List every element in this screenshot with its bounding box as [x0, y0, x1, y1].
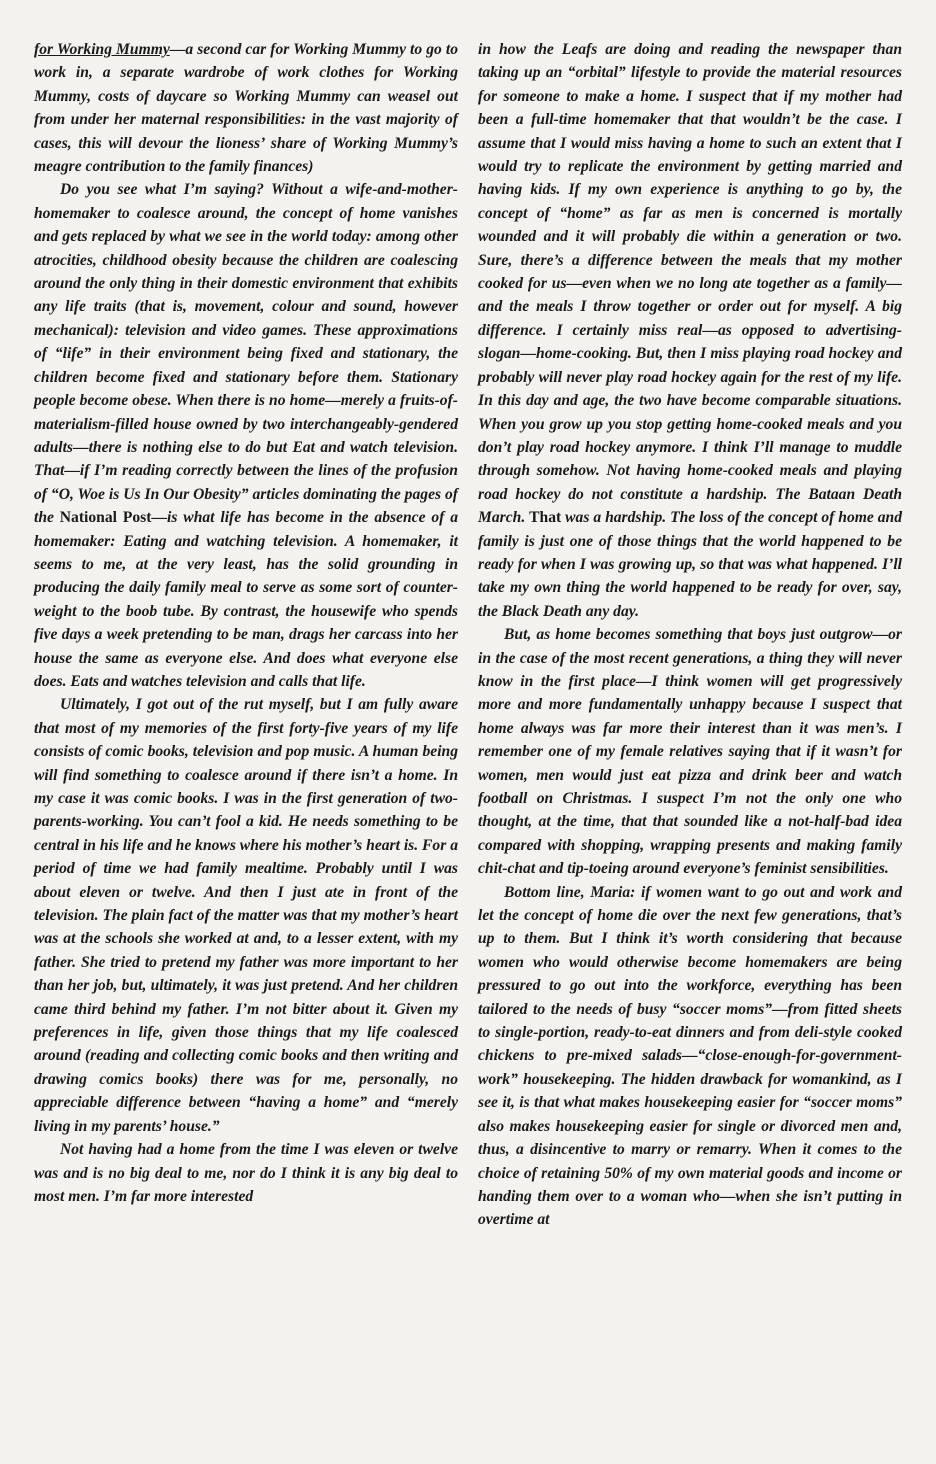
- paragraph: Bottom line, Maria: if women want to go out and work and let the concept of home die over the next few generations, that’s up to them. But I think it’s worth considering that because women who would otherwise become homemakers are being pressured to go out into the workforce, everything has been tailored to the needs of busy “soccer moms”—from fitted sheets to single-portion, ready-to-eat dinners and from deli-style cooked chickens to pre-mixed salads—“close-enough-for-government-work” housekeeping. The hidden drawback for womankind, as I see it, is that what makes housekeeping easier for “soccer moms” also makes housekeeping easier for single or divorced men and, thus, a disincentive to marry or remarry. When it comes to the choice of retaining 50% of my own material goods and income or handing them over to a woman who—when she isn’t putting in overtime at: [478, 883, 902, 1229]
- publication-name: National Post: [59, 509, 152, 527]
- paragraph: Do you see what I’m saying? Without a wife-and-mother-homemaker to coalesce around, the concept of home vanishes and gets replaced by what we see in the world today: among other atrocities, childhood obesity because the children are coalescing around the only thing in their domestic environment that exhibits any life traits (that is, movement, colour and sound, however mechanical): television and video games. These approximations of “life” in their environment being fixed and stationary, the children become fixed and stationary before them. Stationary people become obese. When there is no home—merely a fruits-of-materialism-filled house owned by two interchangeably-gendered adults—there is nothing else to do but Eat and watch television. That—if I’m reading correctly between the lines of the profusion of “O, Woe is Us In Our Obesity” articles dominating the pages of the National Post—is what life has become in the absence of a homemaker: Eating and watching television. A homemaker, it seems to me, at the very least, has the solid grounding in producing the daily family meal to serve as some sort of counter-weight to the boob tube. By contrast, the housewife who spends five days a week pretending to be man, drags her carcass into her house the same as everyone else. And does what everyone else does. Eats and watches television and calls that life.: [34, 181, 459, 690]
- emphasis-word: That: [529, 509, 562, 527]
- paragraph: Ultimately, I got out of the rut myself, but I am fully aware that most of my memories of the first forty-five years of my life consists of comic books, television and pop music. A human being will find something to coalesce around if there isn’t a home. In my case it was comic books. I was in the first generation of two-parents-working. You can’t fool a kid. He needs something to be central in his life and he knows where his mother’s heart is. For a period of time we had family mealtime. Probably until I was about eleven or twelve. And then I just ate in front of the television. The plain fact of the matter was that my mother’s heart was at the schools she worked at and, to a lesser extent, with my father. She tried to pretend my father was more important to her than her job, but, ultimately, it was just pretend. And her children came third behind my father. I’m not bitter about it. Given my preferences in life, given those things that my life coalesced around (reading and collecting comic books and then writing and drawing comics books) there was for me, personally, no appreciable difference between “having a home” and “merely living in my parents’ house.”: [34, 696, 458, 1135]
- underlined-text: for Working Mummy: [34, 41, 170, 58]
- paragraph: But, as home becomes something that boys just outgrow—or in the case of the most recent generations, a thing they will never know in the first place—I think women will get progressively more and more fundamentally unhappy because I suspect that home always was far more their interest than it was men’s. I remember one of my female relatives saying that if it wasn’t for women, men would just eat pizza and drink beer and watch football on Christmas. I suspect I’m not the only one who thought, at the time, that that sounded like a not-half-bad idea compared with shopping, wrapping presents and making family chit-chat and tip-toeing around everyone’s feminist sensibilities.: [478, 626, 902, 878]
- left-column: [34, 38, 458, 1464]
- paragraph: Not having had a home from the time I was eleven or twelve was and is no big deal to me, nor do I think it is any big deal to most men. I’m far more interested: [34, 1141, 458, 1205]
- paragraph: in how the Leafs are doing and reading the newspaper than taking up an “orbital” lifestyle to provide the material resources for someone to make a home. I suspect that if my mother had been a full-time homemaker that that wouldn’t be the case. I assume that I would miss having a home to such an extent that I would try to replicate the environment by getting married and having kids. If my own experience is anything to go by, the concept of “home” as far as men is concerned is mortally wounded and it will probably die within a generation or two. Sure, there’s a difference between the meals that my mother cooked for us—even when we no long ate together as a family—and the meals I throw together or order out for myself. A big difference. I certainly miss real—as opposed to advertising-slogan—home-cooking. But, then I miss playing road hockey and probably will never play road hockey again for the rest of my life. In this day and age, the two have become comparable situations. When you grow up you stop getting home-cooked meals and you don’t play road hockey anymore. I think I’ll manage to muddle through somehow. Not having home-cooked meals and playing road hockey do not constitute a hardship. The Bataan Death March. That was a hardship. The loss of the concept of home and family is just one of those things that the world happened to be ready for when I was growing up, so that was what happened. I’ll take my own thing the world happened to be ready for over, say, the Black Death any day.: [478, 41, 902, 620]
- right-column: [478, 38, 902, 1464]
- paragraph: for Working Mummy—a second car for Working Mummy to go to work in, a separate wardrobe of work clothes for Working Mummy, costs of daycare so Working Mummy can weasel out from under her maternal responsibilities: in the vast majority of cases, this will devour the lioness’ share of Working Mummy’s meagre contribution to the family finances): [34, 41, 459, 176]
